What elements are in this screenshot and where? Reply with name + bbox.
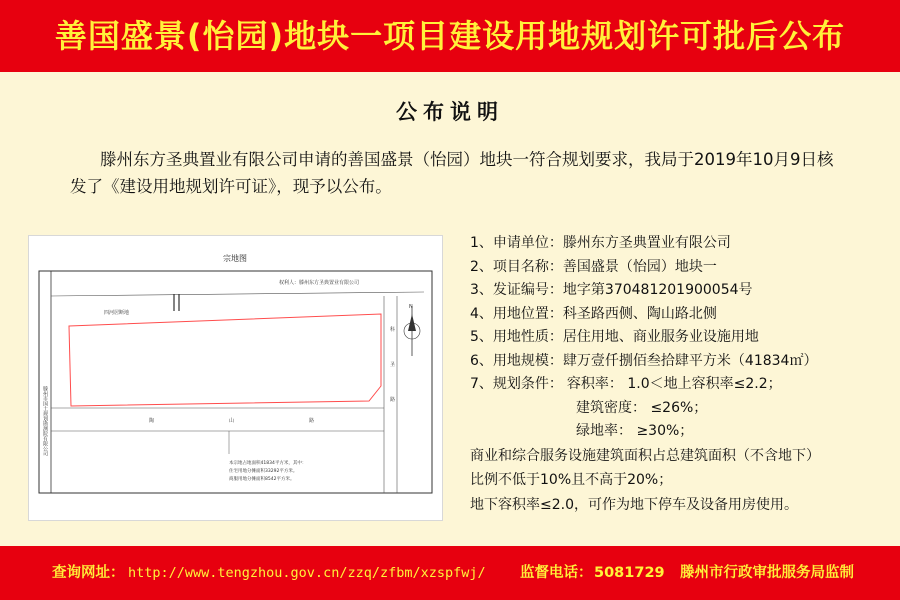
detail-key: 7、规划条件： bbox=[470, 376, 563, 392]
map-note-3: 商服用地分摊面积8542平方米。 bbox=[229, 477, 295, 482]
detail-key: 6、用地规模： bbox=[470, 352, 563, 369]
condition-density-row bbox=[470, 397, 890, 421]
north-label: N bbox=[409, 304, 413, 310]
footer-url-link[interactable]: http://www.tengzhou.gov.cn/zzq/zfbm/xzspfwj/ bbox=[128, 565, 486, 581]
map-title: 宗地图 bbox=[223, 254, 247, 263]
detail-row-location bbox=[470, 303, 890, 327]
road-bottom-char-2: 山 bbox=[229, 418, 235, 424]
parcel-map-drawing bbox=[29, 236, 442, 520]
road-right-char-3: 路 bbox=[390, 397, 396, 403]
map-owner-label: 权利人：滕州东方圣典置业有限公司 bbox=[278, 280, 360, 286]
footer-phone: 5081729 bbox=[594, 565, 665, 581]
detail-value: 地字第370481201900054号 bbox=[562, 282, 753, 298]
condition-green: 绿地率： ≥30%； bbox=[576, 423, 694, 439]
map-frame bbox=[39, 271, 432, 493]
condition-extra-3: 地下容积率≤2.0，可作为地下停车及设备用房使用。 bbox=[470, 496, 798, 513]
detail-key: 5、用地性质： bbox=[470, 329, 563, 345]
parcel-boundary bbox=[69, 314, 381, 406]
detail-row-land-area bbox=[470, 350, 890, 374]
notice-body: 滕州东方圣典置业有限公司申请的善国盛景（怡园）地块一符合规划要求，我局于2019年10月9日核发了《建设用地规划许可证》，现予以公布。 bbox=[70, 150, 834, 196]
condition-green-row bbox=[470, 420, 890, 444]
road-bottom-char-3: 路 bbox=[309, 418, 315, 424]
detail-key: 4、用地位置： bbox=[470, 305, 563, 322]
condition-extra-1: 商业和综合服务设施建筑面积占总建筑面积（不含地下） bbox=[470, 447, 820, 464]
notice-heading: 公布说明 bbox=[396, 100, 504, 124]
road-bottom-char-1: 陶 bbox=[149, 418, 155, 424]
map-note-2: 住宅用地分摊面积33292平方米。 bbox=[229, 469, 298, 474]
detail-row-conditions bbox=[470, 373, 890, 397]
parcel-map bbox=[28, 235, 443, 521]
condition-density: 建筑密度： ≤26%； bbox=[576, 399, 708, 416]
detail-row-applicant bbox=[470, 232, 890, 256]
detail-value: 滕州东方圣典置业有限公司 bbox=[562, 235, 731, 251]
detail-key: 3、发证编号： bbox=[470, 282, 563, 298]
detail-key: 1、申请单位： bbox=[470, 235, 563, 251]
footer-supervisor: 滕州市行政审批服务局监制 bbox=[680, 565, 854, 581]
page-title: 善国盛景(怡园)地块一项目建设用地规划许可批后公布 bbox=[54, 17, 846, 55]
detail-value: 善国盛景（怡园）地块一 bbox=[562, 258, 717, 275]
detail-value: 科圣路西侧、陶山路北侧 bbox=[562, 305, 717, 322]
condition-extra-2: 比例不低于10%且不高于20%； bbox=[470, 472, 673, 488]
project-details bbox=[470, 232, 890, 517]
map-note-1: 本宗地占地面积41834平方米，其中： bbox=[229, 461, 307, 466]
footer-info bbox=[0, 546, 900, 600]
detail-key: 2、项目名称： bbox=[470, 258, 563, 275]
footer-url-label: 查询网址： bbox=[52, 565, 125, 581]
north-arrow-head bbox=[408, 314, 416, 331]
detail-value: 居住用地、商业服务业设施用地 bbox=[562, 329, 759, 345]
notice-intro bbox=[70, 146, 840, 200]
condition-far: 容积率： 1.0＜地上容积率≤2.2； bbox=[566, 376, 782, 392]
detail-row-land-use bbox=[470, 326, 890, 350]
footer-phone-label: 监督电话： bbox=[520, 565, 593, 581]
road-top-line bbox=[51, 292, 424, 296]
road-right-char-2: 圣 bbox=[390, 362, 396, 368]
detail-row-permit-no bbox=[470, 279, 890, 303]
road-top-label: 四河居断地 bbox=[104, 310, 130, 316]
detail-row-project bbox=[470, 256, 890, 280]
road-right-char-1: 科 bbox=[390, 327, 396, 333]
detail-value: 肆万壹仟捌佰叁拾肆平方米（41834㎡） bbox=[562, 352, 818, 369]
map-side-label: 滕州市国土规划勘测院有限公司 bbox=[42, 386, 48, 456]
